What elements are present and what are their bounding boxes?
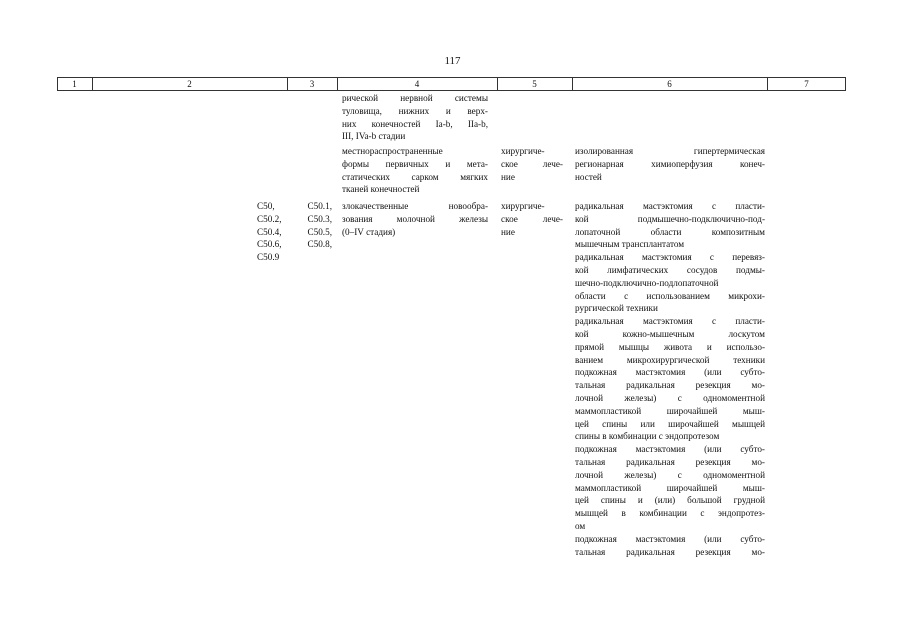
header-divider <box>287 78 288 91</box>
header-col-1: 1 <box>72 79 77 89</box>
icd-code: С50.6, <box>257 239 282 250</box>
text-line: местнораспространенные <box>342 146 443 156</box>
text-line: ское лече- <box>501 213 563 224</box>
header-divider <box>572 78 573 91</box>
header-divider <box>845 78 846 91</box>
text-line: кой подмышечно-подключично-под- <box>575 213 765 224</box>
text-line: кой кожно-мышечным лоскутом <box>575 328 765 339</box>
text-line: ние <box>501 171 515 182</box>
icd-code: С50, <box>257 201 275 211</box>
text-line: кой лимфатических сосудов подмы- <box>575 264 765 275</box>
header-divider <box>57 78 58 91</box>
text-line: изолированная гипертермическая <box>575 146 765 156</box>
text-line: тальная радикальная резекция мо- <box>575 546 765 557</box>
text-line: формы первичных и мета- <box>342 158 488 169</box>
method-sarcoma <box>575 145 765 183</box>
icd-code: С50.1, <box>307 201 332 211</box>
text-line: радикальная мастэктомия с перевяз- <box>575 252 765 263</box>
page-number: 117 <box>444 55 461 67</box>
text-line: тальная радикальная резекция мо- <box>575 456 765 467</box>
icd-code: С50.8, <box>307 239 332 250</box>
header-col-7: 7 <box>804 79 809 89</box>
header-divider <box>497 78 498 91</box>
text-line: цей спины или широчайшей мышцей <box>575 418 765 429</box>
text-line: ванием микрохирургической техники <box>575 354 765 365</box>
text-line: рической нервной системы <box>342 93 488 103</box>
text-line: ностей <box>575 171 602 182</box>
text-line: хирургиче- <box>501 201 545 211</box>
text-line: подкожная мастэктомия (или субто- <box>575 367 765 378</box>
text-line: подкожная мастэктомия (или субто- <box>575 533 765 544</box>
table-header-row <box>57 77 846 91</box>
text-line: спины в комбинации с эндопротезом <box>575 431 720 442</box>
header-col-2: 2 <box>187 79 192 89</box>
header-col-4: 4 <box>414 79 420 89</box>
icd-code: С50.2, <box>257 213 282 224</box>
text-line: зования молочной железы <box>342 213 488 224</box>
header-divider <box>767 78 768 91</box>
diagnosis-breast <box>342 200 488 238</box>
treatment-type-breast <box>501 200 563 238</box>
text-line: них конечностей Ia-b, IIa-b, <box>342 118 488 129</box>
diagnosis-sarcoma <box>342 145 488 196</box>
code-row <box>257 213 332 226</box>
text-line: маммопластикой широчайшей мыш- <box>575 482 765 493</box>
text-line: ом <box>575 520 586 531</box>
methods-breast <box>575 200 765 558</box>
text-line: III, IVa-b стадии <box>342 131 406 142</box>
text-line: лочной железы) с одномоментной <box>575 469 765 480</box>
text-line: мышцей в комбинации с эндопротез- <box>575 508 765 519</box>
text-line: хирургиче- <box>501 146 545 156</box>
text-line: ское лече- <box>501 158 563 169</box>
code-row <box>257 226 332 239</box>
header-col-6: 6 <box>667 79 672 89</box>
text-line: подкожная мастэктомия (или субто- <box>575 444 765 455</box>
code-row <box>257 238 332 251</box>
header-divider <box>337 78 338 91</box>
header-col-5: 5 <box>532 79 537 89</box>
text-line: злокачественные новообра- <box>342 201 488 211</box>
text-line: радикальная мастэктомия с пласти- <box>575 316 765 327</box>
text-line: прямой мышцы живота и использо- <box>575 341 765 352</box>
text-line: радикальная мастэктомия с пласти- <box>575 201 765 211</box>
text-line: маммопластикой широчайшей мыш- <box>575 405 765 416</box>
text-line: регионарная химиоперфузия конеч- <box>575 158 765 169</box>
icd-codes-breast <box>257 200 332 264</box>
diagnosis-continuation <box>342 92 488 143</box>
text-line: области с использованием микрохи- <box>575 290 765 301</box>
text-line: рургической техники <box>575 303 658 314</box>
text-line: лопаточной области композитным <box>575 226 765 237</box>
text-line: шечно-подключично-подлопаточной <box>575 277 719 288</box>
text-line: статических сарком мягких <box>342 171 488 182</box>
treatment-type-sarcoma <box>501 145 563 183</box>
icd-code: С50.5, <box>307 226 332 237</box>
text-line: цей спины и (или) большой грудной <box>575 495 765 506</box>
icd-code: С50.3, <box>307 213 332 224</box>
code-row <box>257 251 332 264</box>
text-line: ние <box>501 226 515 237</box>
icd-code: С50.4, <box>257 226 282 237</box>
text-line: мышечным трансплантатом <box>575 239 685 250</box>
text-line: (0–IV стадия) <box>342 226 396 237</box>
text-line: тканей конечностей <box>342 184 420 195</box>
text-line: туловища, нижних и верх- <box>342 105 488 116</box>
code-row <box>257 200 332 213</box>
text-line: лочной железы) с одномоментной <box>575 392 765 403</box>
header-col-3: 3 <box>309 79 315 89</box>
text-line: тальная радикальная резекция мо- <box>575 380 765 391</box>
header-divider <box>92 78 93 91</box>
icd-code: С50.9 <box>257 252 280 263</box>
